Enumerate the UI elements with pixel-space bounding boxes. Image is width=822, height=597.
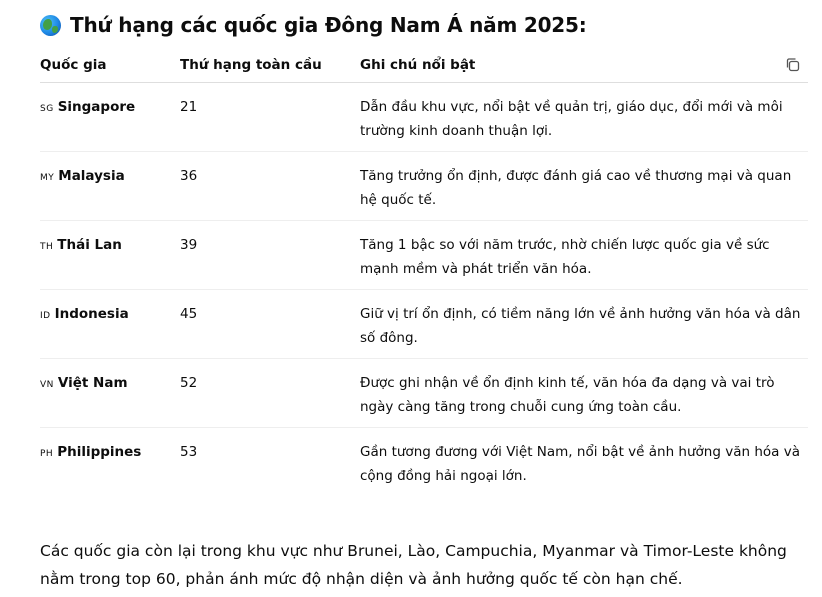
ranking-table <box>40 47 808 496</box>
country-cell <box>40 428 180 497</box>
note-text: Dẫn đầu khu vực, nổi bật về quản trị, giáo dục, đổi mới và môi trường kinh doanh thuận lợi. <box>360 99 783 139</box>
country-code: PH <box>40 449 54 459</box>
column-header-note <box>360 47 808 83</box>
country-code: ID <box>40 311 51 321</box>
country-name: Malaysia <box>58 168 125 184</box>
note-text: Được ghi nhận về ổn định kinh tế, văn hóa đa dạng và vai trò ngày càng tăng trong chuỗi cung ứng toàn cầu. <box>360 375 775 415</box>
rank-value: 45 <box>180 306 198 322</box>
country-cell <box>40 290 180 359</box>
table-row <box>40 359 808 428</box>
rank-value: 52 <box>180 375 198 391</box>
rank-cell <box>180 221 360 290</box>
note-cell <box>360 83 808 152</box>
note-cell <box>360 221 808 290</box>
column-header-country: Quốc gia <box>40 47 180 83</box>
note-text: Giữ vị trí ổn định, có tiềm năng lớn về ảnh hưởng văn hóa và dân số đông. <box>360 306 801 346</box>
table-row <box>40 83 808 152</box>
table-row <box>40 221 808 290</box>
country-name: Việt Nam <box>57 375 128 391</box>
rank-cell <box>180 428 360 497</box>
country-code: TH <box>40 242 54 252</box>
rank-value: 21 <box>180 99 198 115</box>
rank-value: 53 <box>180 444 198 460</box>
note-cell <box>360 428 808 497</box>
copy-icon[interactable] <box>784 56 802 74</box>
country-cell <box>40 152 180 221</box>
globe-icon <box>40 15 61 36</box>
note-cell <box>360 152 808 221</box>
page-heading <box>40 13 587 37</box>
country-cell <box>40 221 180 290</box>
country-name: Thái Lan <box>57 237 122 253</box>
country-code: SG <box>40 104 54 114</box>
rank-cell <box>180 359 360 428</box>
country-code: MY <box>40 173 55 183</box>
summary-paragraph: Các quốc gia còn lại trong khu vực như Brunei, Lào, Campuchia, Myanmar và Timor-Leste không nằm trong top 60, phản ánh mức độ nhận diện và ảnh hưởng quốc tế còn hạn chế. <box>40 541 787 588</box>
table-row <box>40 428 808 497</box>
note-text: Tăng 1 bậc so với năm trước, nhờ chiến lược quốc gia về sức mạnh mềm và phát triển văn hóa. <box>360 237 770 277</box>
column-header-rank: Thứ hạng toàn cầu <box>180 47 360 83</box>
rank-cell <box>180 290 360 359</box>
note-cell <box>360 290 808 359</box>
note-text: Gần tương đương với Việt Nam, nổi bật về ảnh hưởng văn hóa và cộng đồng hải ngoại lớn. <box>360 444 800 484</box>
page-title: Thứ hạng các quốc gia Đông Nam Á năm 2025: <box>70 13 587 37</box>
rank-value: 36 <box>180 168 198 184</box>
rank-value: 39 <box>180 237 198 253</box>
country-code: VN <box>40 380 54 390</box>
rank-cell <box>180 152 360 221</box>
column-header-note-label: Ghi chú nổi bật <box>360 56 476 73</box>
country-cell <box>40 359 180 428</box>
table-row <box>40 290 808 359</box>
country-name: Indonesia <box>54 306 129 322</box>
rank-cell <box>180 83 360 152</box>
country-cell <box>40 83 180 152</box>
country-name: Singapore <box>57 99 136 115</box>
country-name: Philippines <box>57 444 142 460</box>
note-cell <box>360 359 808 428</box>
table-header-row <box>40 47 808 83</box>
table-row <box>40 152 808 221</box>
note-text: Tăng trưởng ổn định, được đánh giá cao về thương mại và quan hệ quốc tế. <box>360 168 792 208</box>
